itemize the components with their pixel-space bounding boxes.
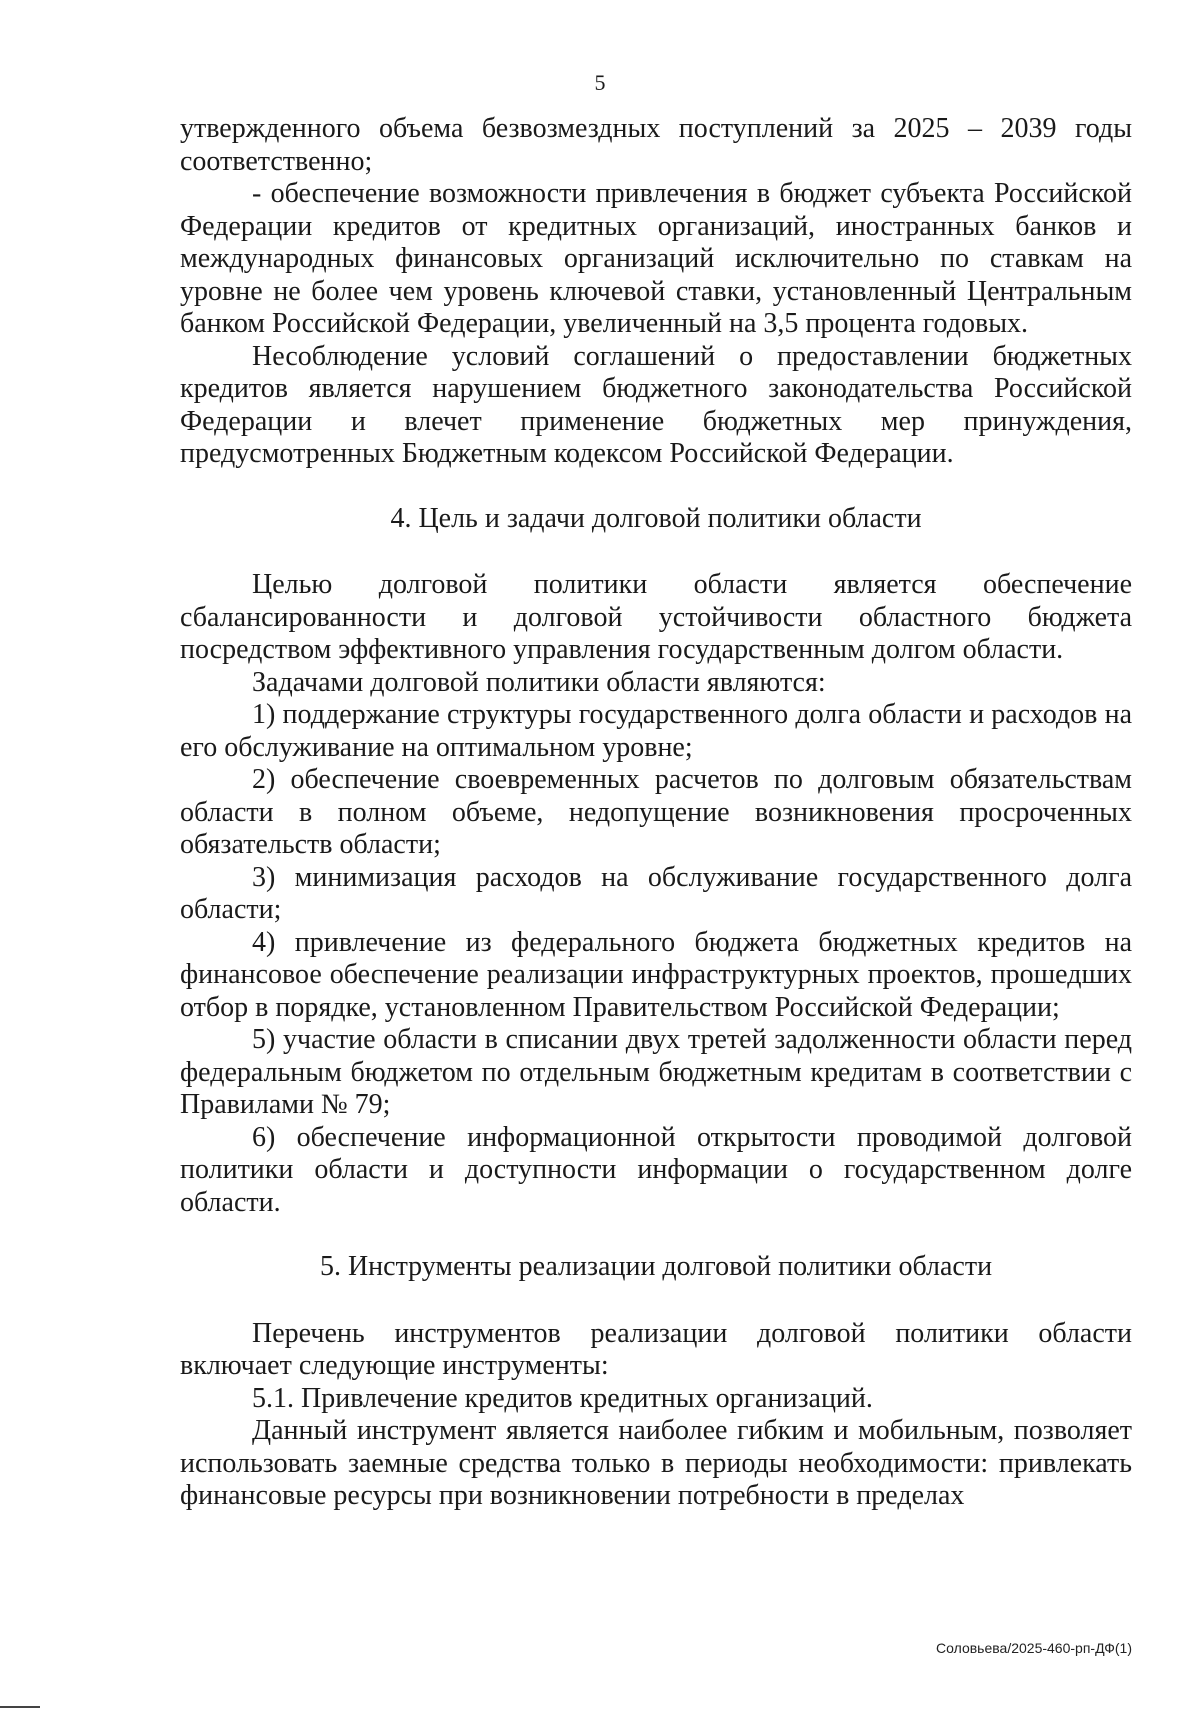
document-body [180,113,1132,1513]
list-item: 1) поддержание структуры государственного долга области и расходов на его обслуживание на оптимальном уровне; [180,699,1132,763]
list-item: 3) минимизация расходов на обслуживание государственного долга области; [180,861,1132,925]
page-number: 5 [594,70,606,95]
paragraph: Перечень инструментов реализации долговой политики области включает следующие инструменты: [180,1317,1132,1381]
list-item: 4) привлечение из федерального бюджета бюджетных кредитов на финансовое обеспечение реализации инфраструктурных проектов, прошедших отбор в порядке, установленном Правительством Российской Федерации; [180,926,1132,1023]
scan-edge-mark [0,1706,40,1708]
paragraph: - обеспечение возможности привлечения в бюджет субъекта Российской Федерации кредитов от кредитных организаций, иностранных банков и международных финансовых организаций исключительно по ставкам на уровне не более чем уровень ключевой ставки, установленный Центральным банком Российской Федерации, увеличенный на 3,5 процента годовых. [180,178,1132,339]
paragraph: Несоблюдение условий соглашений о предоставлении бюджетных кредитов является нарушением бюджетного законодательства Российской Федерации и влечет применение бюджетных мер принуждения, предусмотренных Бюджетным кодексом Российской Федерации. [180,340,1132,469]
paragraph: Данный инструмент является наиболее гибким и мобильным, позволяет использовать заемные средства только в периоды необходимости: привлекать финансовые ресурсы при возникновении потребности в пределах [180,1415,1132,1511]
document-code: Соловьева/2025-460-рп-ДФ(1) [936,1640,1132,1656]
paragraph: Целью долговой политики области является обеспечение сбалансированности и долговой устойчивости областного бюджета посредством эффективного управления государственным долгом области. [180,569,1132,665]
paragraph: утвержденного объема безвозмездных поступлений за 2025 – 2039 годы соответственно; [180,113,1132,177]
paragraph: Задачами долговой политики области являются: [252,666,826,698]
list-item: 6) обеспечение информационной открытости проводимой долговой политики области и доступности информации о государственном долге области. [180,1121,1132,1218]
section-heading: 4. Цель и задачи долговой политики области [390,502,922,534]
list-item: 2) обеспечение своевременных расчетов по долговым обязательствам области в полном объеме, недопущение возникновения просроченных обязательств области; [180,764,1132,860]
section-heading: 5. Инструменты реализации долговой политики области [319,1251,993,1282]
paragraph: 5.1. Привлечение кредитов кредитных организаций. [252,1382,873,1414]
list-item: 5) участие области в списании двух третей задолженности области перед федеральным бюджетом по отдельным бюджетным кредитам в соответствии с Правилами № 79; [180,1024,1132,1120]
